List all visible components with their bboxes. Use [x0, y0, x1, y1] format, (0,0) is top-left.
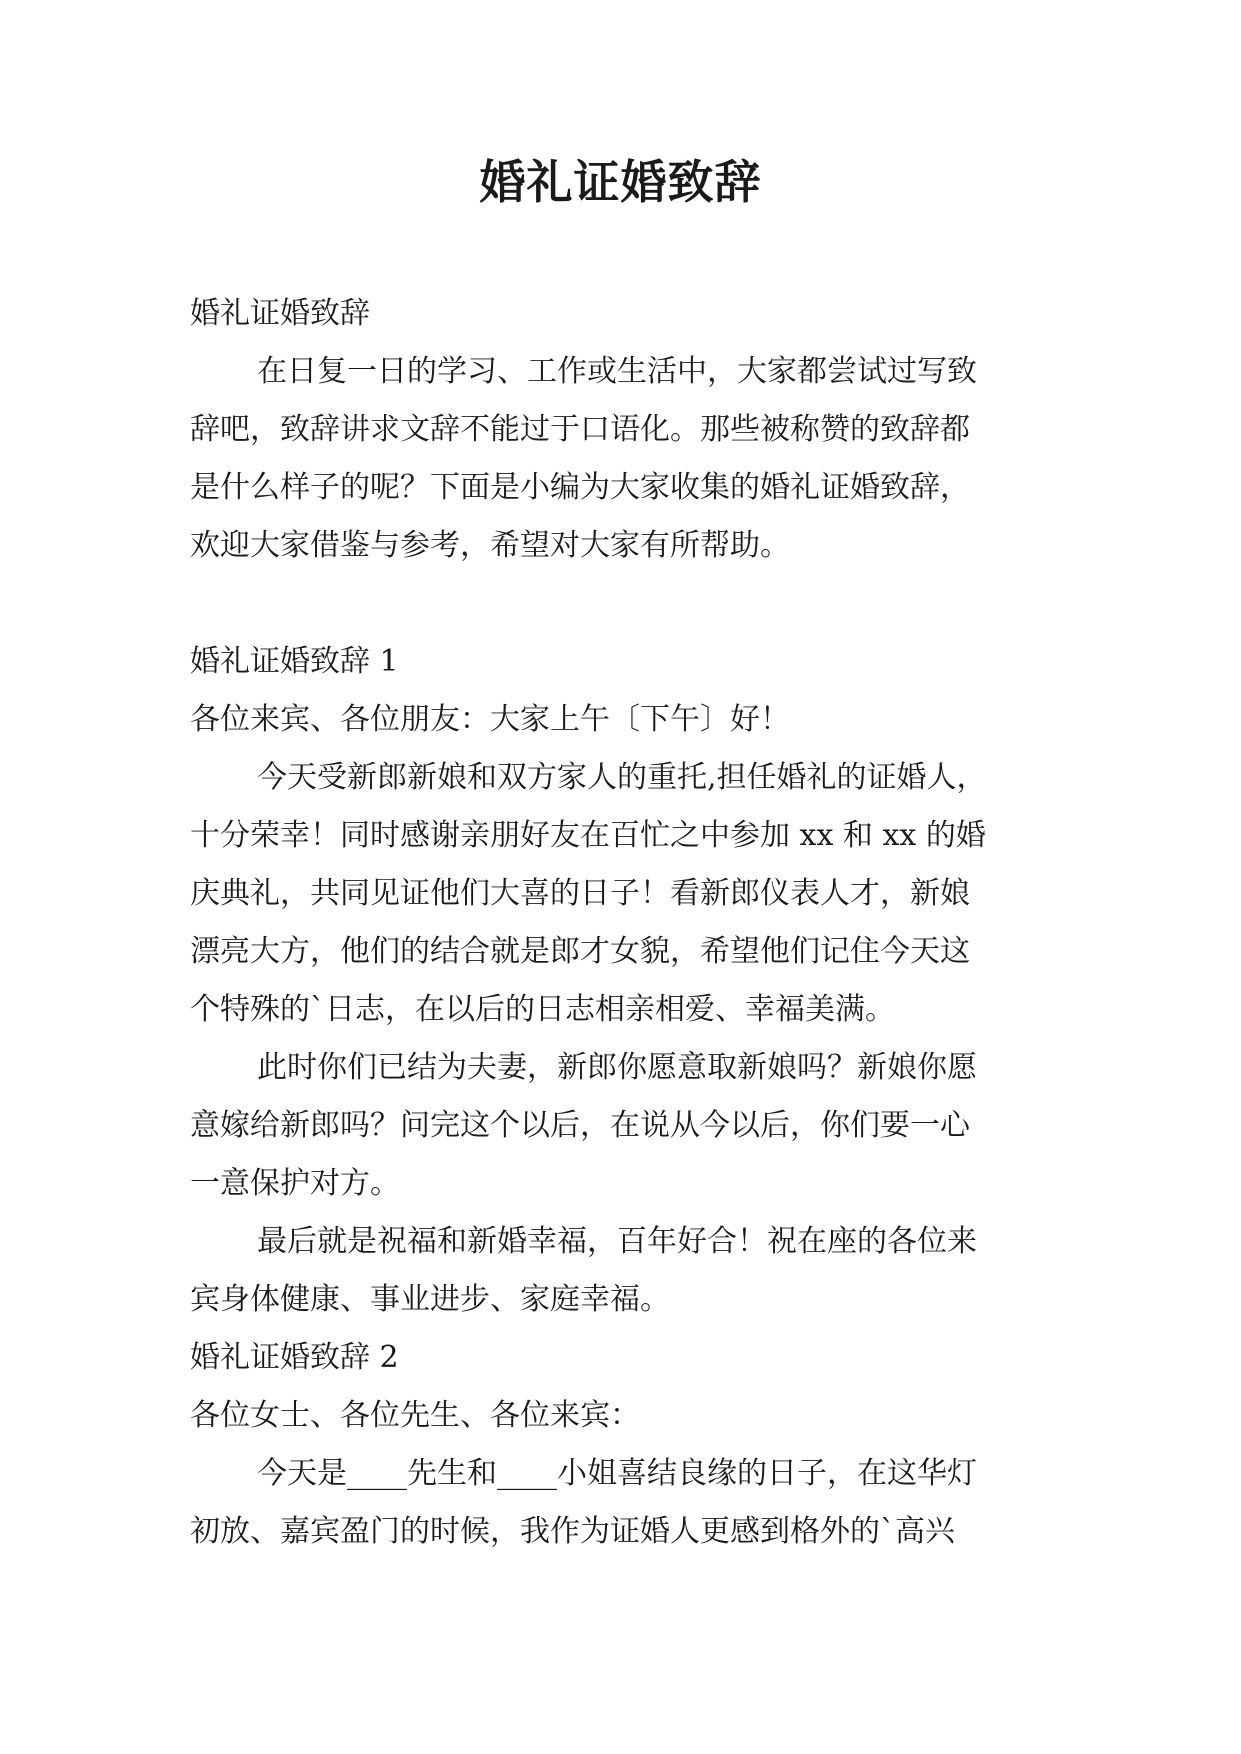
paragraph-line: 意嫁给新郎吗？问完这个以后，在说从今以后，你们要一心 [190, 1108, 970, 1143]
paragraph-line: 初放、嘉宾盈门的时候，我作为证婚人更感到格外的`高兴 [190, 1514, 955, 1549]
paragraph-line: 此时你们已结为夫妻，新郎你愿意取新娘吗？新娘你愿 [257, 1050, 977, 1085]
paragraph-line: 十分荣幸！同时感谢亲朋好友在百忙之中参加 xx 和 xx 的婚 [190, 818, 986, 853]
salutation-line: 各位来宾、各位朋友：大家上午〔下午〕好！ [190, 702, 790, 737]
paragraph-line: 个特殊的`日志，在以后的日志相亲相爱、幸福美满。 [190, 992, 895, 1027]
document-body [190, 285, 1070, 1561]
section-heading: 婚礼证婚致辞 2 [190, 1340, 399, 1375]
paragraph-line: 今天受新郎新娘和双方家人的重托,担任婚礼的证婚人， [257, 760, 987, 795]
paragraph-line: 宾身体健康、事业进步、家庭幸福。 [190, 1282, 670, 1317]
paragraph-line: 是什么样子的呢？下面是小编为大家收集的婚礼证婚致辞， [190, 470, 970, 505]
paragraph-line: 漂亮大方，他们的结合就是郎才女貌，希望他们记住今天这 [190, 934, 970, 969]
paragraph-line: 欢迎大家借鉴与参考，希望对大家有所帮助。 [190, 528, 790, 563]
salutation-line: 各位女士、各位先生、各位来宾： [190, 1398, 640, 1433]
paragraph-line: 最后就是祝福和新婚幸福，百年好合！祝在座的各位来 [257, 1224, 977, 1259]
paragraph-line: 今天是____先生和____小姐喜结良缘的日子，在这华灯 [257, 1456, 977, 1491]
paragraph-line: 一意保护对方。 [190, 1166, 400, 1201]
section-heading: 婚礼证婚致辞 [190, 296, 370, 331]
document-title: 婚礼证婚致辞 [479, 155, 762, 209]
paragraph-line: 在日复一日的学习、工作或生活中，大家都尝试过写致 [257, 354, 977, 389]
blank-line [190, 575, 1070, 633]
paragraph-line: 辞吧，致辞讲求文辞不能过于口语化。那些被称赞的致辞都 [190, 412, 970, 447]
section-heading: 婚礼证婚致辞 1 [190, 644, 399, 679]
paragraph-line: 庆典礼，共同见证他们大喜的日子！看新郎仪表人才，新娘 [190, 876, 970, 911]
